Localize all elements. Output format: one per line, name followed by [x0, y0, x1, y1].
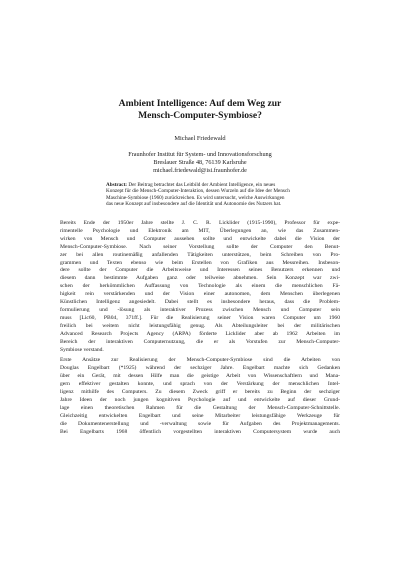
body-line: Douglas Engelbart (*1925) während der sechziger Jahre. Engelbart machte sich Gedanken — [60, 365, 340, 372]
affiliation-block — [60, 151, 340, 175]
affiliation-institute: Fraunhofer Institut für System- und Innovationsforschung — [128, 151, 272, 158]
body-line: Mensch-Computer-Symbiose. Nach seiner Vorstellung sollte der Computer den Benut- — [60, 243, 340, 250]
body-line: grammen und Texten ebenso wie beim Erstellen von Grafiken aus Messreihen. Insbeson- — [60, 259, 340, 266]
body-line: Gleichzeitig entwickelten Engelbart und seine Mitarbeiter leistungsfähige Werkzeuge für — [60, 412, 340, 419]
abstract — [106, 182, 306, 208]
body-text — [60, 220, 340, 436]
body-line: freilich bei weitem nicht leistungsfähig genug. Als Abteilungsleiter bei der militärischen — [60, 322, 340, 329]
body-line: diesem dann bestimmte Aufgaben ganz oder teilweise abnehmen. Sein Konzept war zwi- — [60, 275, 340, 282]
title-line-2: Mensch-Computer-Symbiose? — [138, 110, 262, 121]
body-line: Bei Engelbarts 1968 öffentlich vorgestellten interaktiven Computersystem wurde auch — [60, 428, 340, 435]
abstract-text: Der Beitrag betrachtet das Leitbild der Ambient Intelligence, ein neues — [127, 182, 276, 188]
body-line: Erste Ansätze zur Realisierung der Mensch-Computer-Symbiose sind die Arbeiten von — [60, 357, 340, 364]
body-line: Bereich der interaktiven Computernutzung, die er als Vorstufen zur Mensch-Computer- — [60, 338, 340, 345]
body-line: die Dokumentenerstellung und -verwaltung sowie für Aufgaben des Projektmanagements. — [60, 420, 340, 427]
body-line: schen der herkömmlichen Auffassung von Technologie als einem die menschlichen Fä- — [60, 283, 340, 290]
body-line: dere sollte der Computer die Arbeitsweise und Interessen seines Benutzers erkennen und — [60, 267, 340, 274]
abstract-line: das neue Konzept auf insbesondere auf die Identität und Autonomie des Nutzers hat. — [106, 201, 282, 208]
author-name: Michael Friedewald — [174, 135, 226, 142]
body-line: lage einen theoretischen Rahmen für die Gestaltung der Mensch-Computer-Schnittstelle. — [60, 404, 340, 411]
paper-title — [60, 98, 340, 122]
body-line: rimentelle Psychologie und Elektronik am MIT, Überlegungen an, wie das Zusammen- — [60, 227, 340, 234]
body-line: wirken von Mensch und Computer aussehen sollte und entwickelte dabei die Vision der — [60, 235, 340, 242]
body-line: Jahre Ideen der noch jungen kognitiven Psychologie auf und entwickelte auf dieser Grund- — [60, 396, 340, 403]
abstract-line: Konzept für die Mensch-Computer-Interaktion, dessen Wurzeln auf die Idee der Mensch — [106, 188, 290, 195]
title-line-1: Ambient Intelligence: Auf dem Weg zur — [118, 98, 282, 109]
paragraph-1 — [60, 220, 340, 354]
body-line: zer bei allen routinemäßig anfallenden Tätigkeiten unterstützen, beim Schreiben von Pro- — [60, 251, 340, 258]
abstract-line: Maschine-Symbiose (1960) zurückreichen. Es wird untersucht, welche Auswirkungen — [106, 194, 285, 201]
paragraph-2 — [60, 357, 340, 436]
body-line: Künstlichen Intelligenz angesiedelt. Dabei stellt es insbesondere heraus, dass die Problem- — [60, 299, 340, 306]
body-line: ligenz mithilfe des Computers. Zu diesem Zweck griff er bereits zu Beginn der sechziger — [60, 389, 340, 396]
body-line: higkeit rein verstärkenden und der Vision einer autonomen, dem Menschen überlegenen — [60, 291, 340, 298]
body-line: Bereits Ende der 1950er Jahre stellte J. C. R. Licklider (1915-1990), Professor für expe- — [60, 220, 340, 226]
body-line: gern effektiver gestalten konnte, und sprach von der Verstärkung der menschlichen Intel- — [60, 381, 340, 388]
body-line: Symbiose verstand. — [60, 346, 104, 353]
body-line: über ein Gerät, mit dessen Hilfe man die geistige Arbeit von Wissenschaftlern und Mana- — [60, 373, 340, 380]
abstract-label: Abstract: — [106, 182, 128, 188]
body-line: formulierung und -lösung als interaktiver Prozess zwischen Mensch und Computer sein — [60, 306, 340, 313]
affiliation-address: Breslauer Straße 48, 76139 Karlsruhe — [153, 159, 247, 166]
body-line: Advanced Research Projects Agency (ARPA) förderte Licklider aber ab 1962 Arbeiten im — [60, 330, 340, 337]
affiliation-email: michael.friedewald@isi.fraunhofer.de — [153, 167, 247, 174]
body-line: muss [Lic60, PB04, 371ff.]. Für die Realisierung seiner Vision waren Computer um 1960 — [60, 314, 340, 321]
